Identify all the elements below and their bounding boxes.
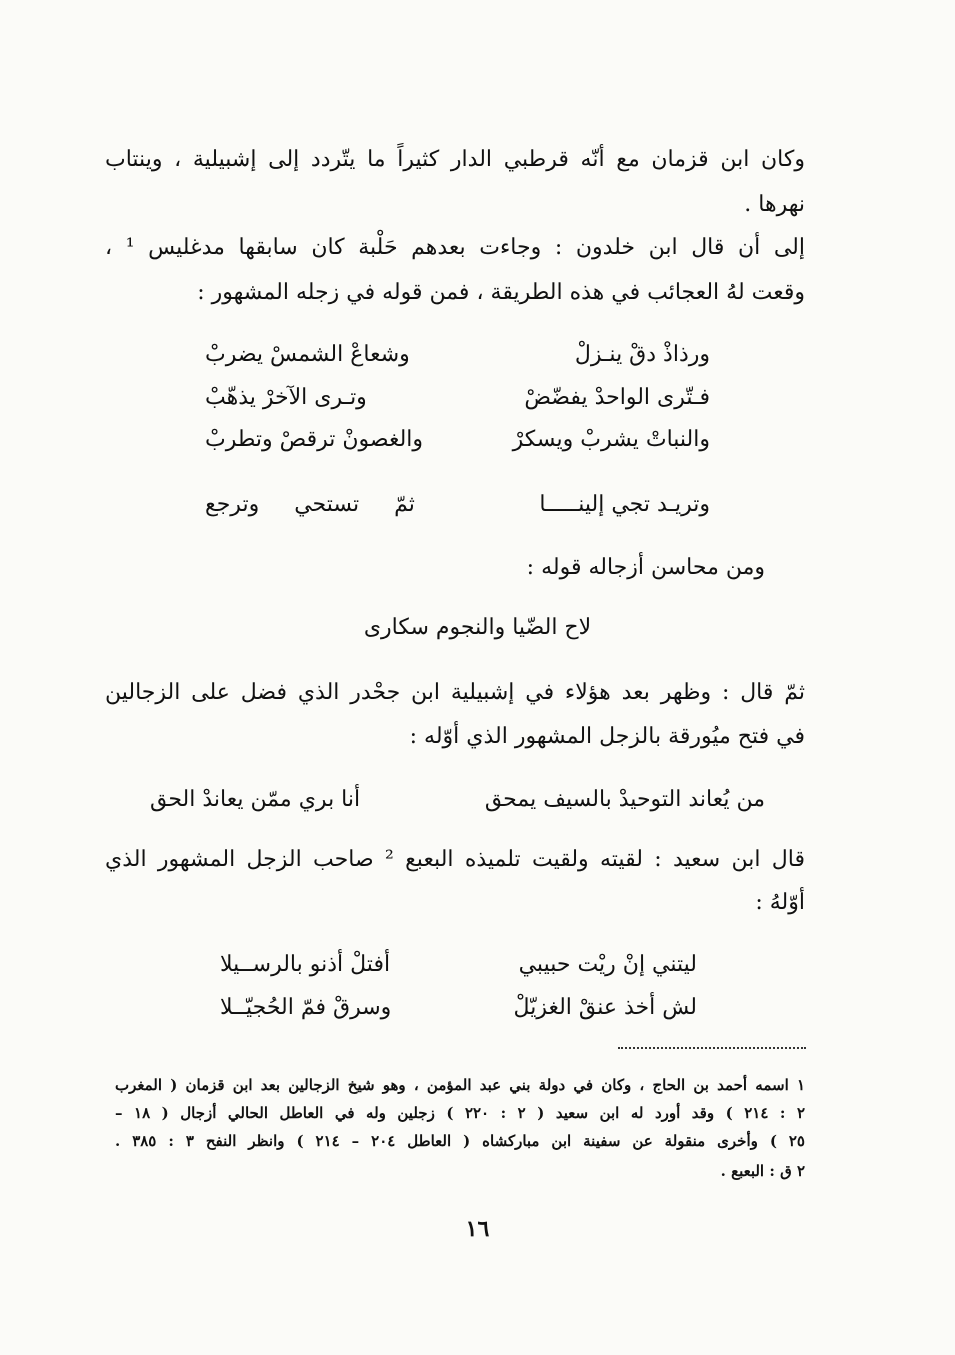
verse-1-line-2-right: فـتّرى الواحدْ يفضّضْ <box>524 385 710 410</box>
verse-3-line-2-right: لش أخذ عنقْ الغزيّلْ <box>513 995 697 1020</box>
footnote-2: ٢ ق : البعبع . <box>720 1162 805 1180</box>
verse-3-line-1-right: ليتني إنْ ريْت حبيبي <box>518 952 697 977</box>
paragraph-3: ومن محاسن أزجاله قوله : <box>526 555 765 580</box>
footnote-1-line-1: ١ اسمه أحمد بن الحاج ، وكان في دولة بني عبد المؤمن ، وهو شيخ الزجالين بعد ابن قزمان ( المغرب <box>115 1076 805 1094</box>
paragraph-5-line-2: أوّلهُ : <box>755 890 805 915</box>
footnote-divider <box>618 1047 806 1049</box>
paragraph-1-line-2: نهرها . <box>744 192 805 217</box>
verse-3-line-2-left: وسرقْ فمّ الحُجيّــلا <box>220 995 392 1020</box>
verse-1-line-1-left: وشعاعْ الشمسْ يضربْ <box>205 342 410 367</box>
paragraph-2-line-1: إلى أن قال ابن خلدون : وجاءت بعدهم حَلْبة كان سابقها مدغليس ¹ ، <box>105 235 805 260</box>
paragraph-4-line-1: ثمّ قال : وظهر بعد هؤلاء في إشبيلية ابن جحْدر الذي فضل على الزجالين <box>105 680 805 705</box>
centered-verse: لاح الضّيا والنجوم سكارى <box>363 615 592 640</box>
page-number: ١٦ <box>465 1216 490 1242</box>
paragraph-1-line-1: وكان ابن قزمان مع أنّه قرطبي الدار كثيراً ما يتّردد إلى إشبيلية ، وينتاب <box>105 147 805 172</box>
paragraph-2-line-2: وقعت لهُ العجائب في هذه الطريقة ، فمن قوله في زجله المشهور : <box>197 280 805 305</box>
verse-1-line-2-left: وتـرى الآخرْ يذهّبْ <box>205 385 367 410</box>
verse-1-refrain-left: ثمّ تستحي وترجع <box>205 492 415 517</box>
verse-2-right: من يُعاند التوحيدْ بالسيف يمحق <box>484 787 765 812</box>
verse-1-line-3-left: والغصونْ ترقصْ وتطربْ <box>205 427 424 452</box>
paragraph-4-line-2: في فتح ميُورقة بالزجل المشهور الذي أوّله : <box>409 724 805 749</box>
paragraph-5-line-1: قال ابن سعيد : لقيته ولقيت تلميذه البعبع ² صاحب الزجل المشهور الذي <box>105 847 805 872</box>
verse-2-left: أنا بري ممّن يعاندْ الحق <box>150 787 361 812</box>
verse-1-refrain-right: وتريـد تجي إلينـــــا <box>539 492 710 517</box>
footnote-1-line-2: ٢ : ٢١٤ ) وقد أورد له ابن سعيد ( ٢ : ٢٢٠ ) زجلين وله في العاطل الحالي أزجال ( ١٨ – <box>115 1104 805 1122</box>
verse-1-line-3-right: والنباتْ يشربْ ويسكرْ <box>512 427 710 452</box>
verse-3-line-1-left: أفتلْ أذنو بالرســيلا <box>220 952 391 977</box>
verse-1-line-1-right: ورذاذْ دقْ ينـزلْ <box>574 342 710 367</box>
footnote-1-line-3: ٢٥ ) وأخرى منقولة عن سفينة ابن مباركشاه ( العاطل ٢٠٤ – ٢١٤ ) وانظر النفح ٣ : ٣٨٥ . <box>115 1132 805 1150</box>
